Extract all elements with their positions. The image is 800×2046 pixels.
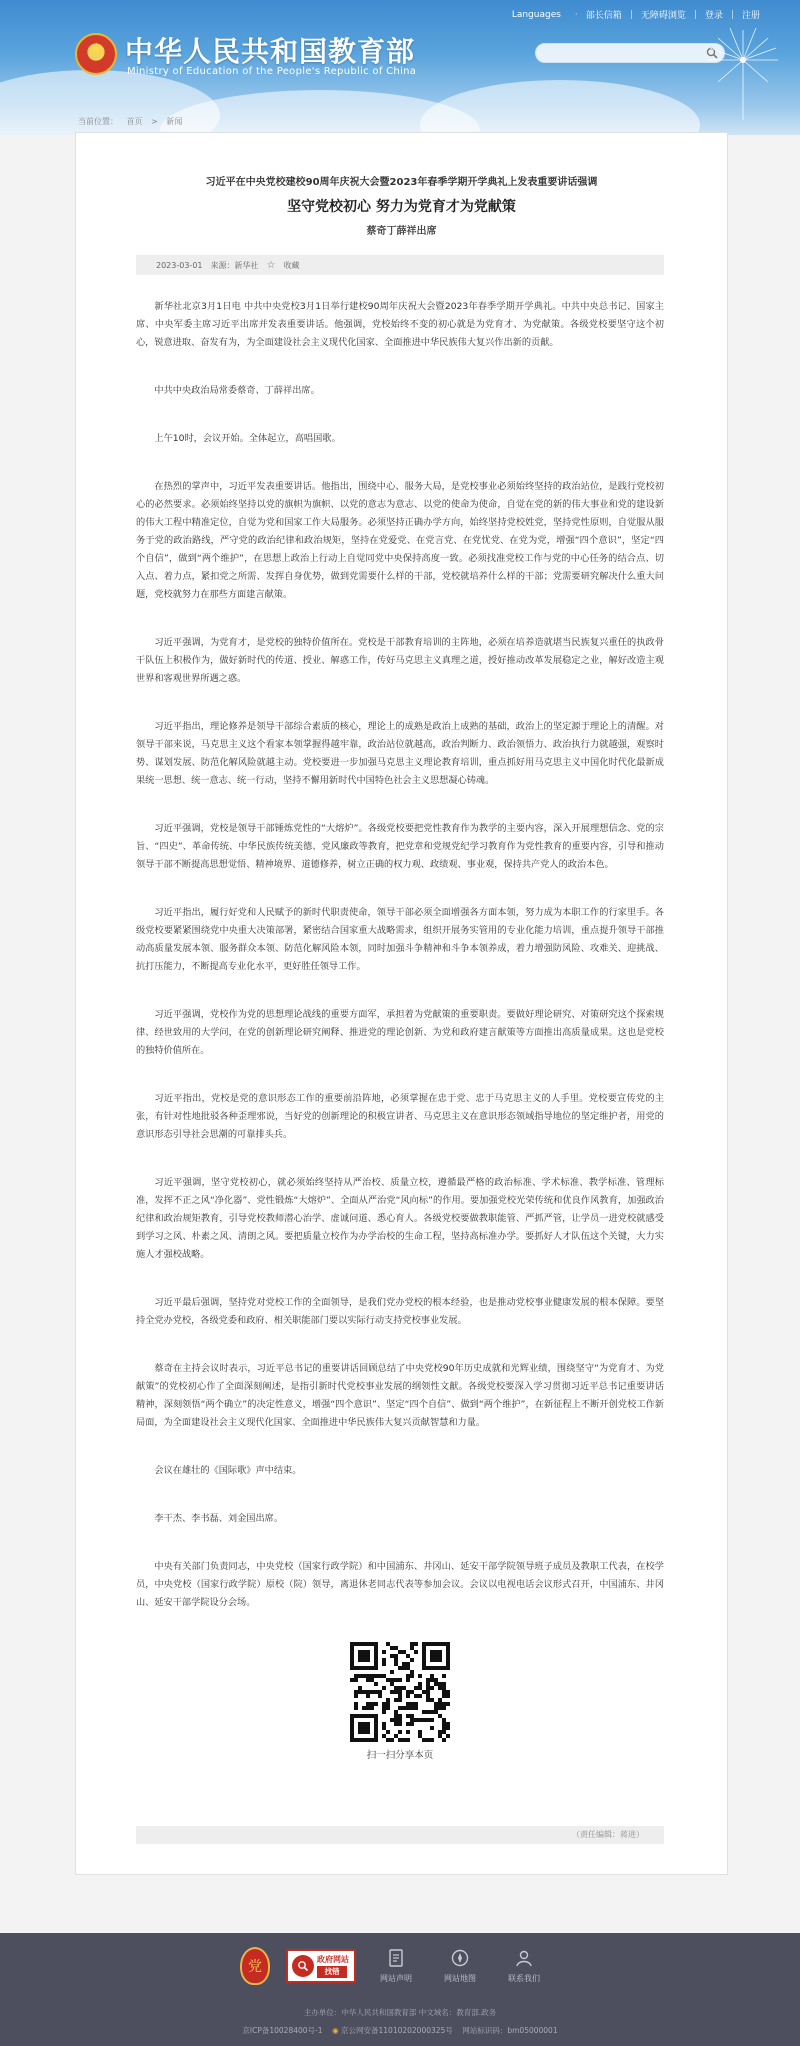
contact-icon bbox=[513, 1947, 535, 1969]
topnav-link-login[interactable]: 登录 bbox=[704, 11, 723, 21]
footer-registration bbox=[0, 2025, 800, 2036]
topnav-link-register[interactable]: 注册 bbox=[741, 11, 760, 21]
national-emblem-icon: ★ bbox=[75, 33, 117, 75]
badge-bottom-text: 找错 bbox=[317, 1966, 347, 1978]
site-title[interactable]: 中华人民共和国教育部 bbox=[125, 35, 416, 68]
document-icon bbox=[385, 1947, 407, 1969]
article-paragraph: 在热烈的掌声中，习近平发表重要讲话。他指出，围绕中心、服务大局，是党校事业必须始终坚持的政治站位，是践行党校初心的必然要求。必须始终坚持以党的旗帜为旗帜、以党的意志为意志、以党的使命为使命，自觉在党的新的伟大事业和党的建设新的伟大工程中精准定位，自觉为党和国家工作大局服务。必须坚持正确办学方向，始终坚持党校姓党，坚持党性原则，自觉服从服务于党的政治路线，严守党的政治纪律和政治规矩，坚持在党爱党、在党言党、在党忧党、在党为党，增强“四个意识”，坚定“四个自信”，做到“两个维护”，在思想上政治上行动上自觉同党中央保持高度一致。必须找准党校工作与党的中心任务的结合点、切入点、着力点，紧扣党之所需、发挥自身优势，做到党需要什么样的干部，党校就培养什么样的干部；党需要研究解决什么重大问题，党校就努力在那些方面建言献策。 bbox=[136, 481, 664, 600]
badge-top-text: 政府网站 bbox=[317, 1955, 349, 1964]
article-paragraph: 会议在雄壮的《国际歌》声中结束。 bbox=[154, 1465, 302, 1476]
police-record-link[interactable]: 京公网安备11010202000325号 bbox=[341, 2026, 453, 2035]
article-body bbox=[136, 298, 664, 1761]
article-pre-title: 习近平在中央党校建校90周年庆祝大会暨2023年春季学期开学典礼上发表重要讲话强调 bbox=[205, 177, 598, 188]
article-paragraph: 新华社北京3月1日电 中共中央党校3月1日举行建校90周年庆祝大会暨2023年春季学期开学典礼。中共中央总书记、国家主席、中央军委主席习近平出席并发表重要讲话。他强调，党校始终不变的初心就是为党育才、为党献策。各级党校要坚守这个初心，锐意进取、奋发有为，为全面建设社会主义现代化国家、全面推进中华民族伟大复兴作出新的贡献。 bbox=[136, 301, 664, 348]
icp-link[interactable]: 京ICP备10028400号-1 bbox=[242, 2026, 323, 2035]
article-paragraph: 中央有关部门负责同志，中央党校（国家行政学院）和中国浦东、井冈山、延安干部学院领导班子成员及教职工代表，在校学员，中央党校（国家行政学院）原校（院）领导，离退休老同志代表等参加会议。会议以电视电话会议形式召开，中国浦东、井冈山、延安干部学院设分会场。 bbox=[136, 1561, 664, 1608]
site-header bbox=[0, 0, 800, 135]
breadcrumb-label: 当前位置： bbox=[78, 117, 118, 126]
article-paragraph: 习近平指出，履行好党和人民赋予的新时代职责使命，领导干部必须全面增强各方面本领，努力成为本职工作的行家里手。各级党校要紧紧围绕党中央重大决策部署，紧密结合国家重大战略需求，组织开展务实管用的专业化能力培训，重点提升领导干部推动高质量发展本领、服务群众本领、防范化解风险本领，同时加强斗争精神和斗争本领养成，着力增强防风险、攻难关、迎挑战、抗打压能力，不断提高专业化水平，更好胜任领导工作。 bbox=[136, 907, 664, 972]
qr-caption: 扫一扫分享本页 bbox=[366, 1750, 434, 1761]
footer-link-statement[interactable]: 网站声明 bbox=[372, 1947, 420, 1984]
sitemap-icon bbox=[449, 1947, 471, 1969]
article-paragraph: 习近平强调，党校是领导干部锤炼党性的“大熔炉”。各级党校要把党性教育作为教学的主要内容，深入开展理想信念、党的宗旨、“四史”、革命传统、中华民族传统美德、党风廉政等教育，把党章和党规党纪学习教育作为党性教育的重要内容，引导和推动领导干部不断提高思想觉悟、精神境界、道德修养，树立正确的权力观、政绩观、事业观，保持共产党人的政治本色。 bbox=[136, 823, 664, 870]
article-paragraph: 蔡奇在主持会议时表示，习近平总书记的重要讲话回顾总结了中央党校90年历史成就和光辉业绩，围绕坚守“为党育才、为党献策”的党校初心作了全面深刻阐述，是指引新时代党校事业发展的纲领性文献。各级党校要深入学习贯彻习近平总书记重要讲话精神，深刻领悟“两个确立”的决定性意义，增强“四个意识”、坚定“四个自信”、做到“两个维护”，在新征程上不断开创党校工作新局面，为全面建设社会主义现代化国家、全面推进中华民族伟大复兴贡献智慧和力量。 bbox=[136, 1363, 664, 1428]
share-qr-section bbox=[136, 1642, 664, 1761]
police-badge-icon: ◉ bbox=[332, 2026, 339, 2035]
footer-link-sitemap[interactable]: 网站地图 bbox=[436, 1947, 484, 1984]
article-header bbox=[76, 173, 727, 237]
gov-site-error-report-badge[interactable] bbox=[286, 1949, 356, 1983]
article-paragraph: 李干杰、李书磊、刘金国出席。 bbox=[154, 1513, 284, 1524]
site-code: 网站标识码：bm05000001 bbox=[462, 2026, 558, 2035]
breadcrumb-home[interactable]: 首页 bbox=[126, 117, 143, 126]
article-paragraph: 中共中央政治局常委蔡奇、丁薛祥出席。 bbox=[154, 385, 320, 396]
article-paragraph: 习近平强调，为党育才，是党校的独特价值所在。党校是干部教育培训的主阵地，必须在培养造就堪当民族复兴重任的执政骨干队伍上积极作为，做好新时代的传道、授业、解惑工作，传好马克思主义真理之道，授好推动改革发展稳定之业，解好改造主观世界和客观世界所遇之惑。 bbox=[136, 637, 664, 684]
article-meta-bar bbox=[136, 255, 664, 275]
article-title: 坚守党校初心 努力为党育才为党献策 bbox=[287, 199, 516, 215]
article-paragraph: 上午10时，会议开始。全体起立，高唱国歌。 bbox=[154, 433, 341, 444]
breadcrumb: 当前位置： 首页 > 新闻 bbox=[78, 117, 183, 126]
article-paragraph: 习近平指出，理论修养是领导干部综合素质的核心，理论上的成熟是政治上成熟的基础，政治上的坚定源于理论上的清醒。对领导干部来说，马克思主义这个看家本领掌握得越牢靠，政治站位就越高，政治判断力、政治领悟力、政治执行力就越强，观察时势、谋划发展、防范化解风险就越主动。党校要进一步加强马克思主义理论教育培训，重点抓好用马克思主义中国化时代化最新成果统一思想、统一意志、统一行动，坚持不懈用新时代中国特色社会主义思想凝心铸魂。 bbox=[136, 721, 664, 786]
editor-credit: （责任编辑：蒋进） bbox=[572, 1830, 644, 1839]
languages-link[interactable]: Languages bbox=[511, 9, 561, 20]
site-subtitle: Ministry of Education of the People's Republic of China bbox=[127, 66, 417, 77]
article-paragraph: 习近平最后强调，坚持党对党校工作的全面领导，是我们党办党校的根本经验，也是推动党校事业健康发展的根本保障。要坚持全党办党校，各级党委和政府、相关职能部门要以实际行动支持党校事业发展。 bbox=[136, 1297, 664, 1326]
article-source: 来源：新华社 bbox=[210, 260, 259, 270]
search-input[interactable] bbox=[535, 43, 725, 63]
editor-bar bbox=[136, 1826, 664, 1844]
breadcrumb-news[interactable]: 新闻 bbox=[166, 117, 183, 126]
article-date: 2023-03-01 bbox=[156, 260, 203, 270]
article-paragraph: 习近平指出，党校是党的意识形态工作的重要前沿阵地，必须掌握在忠于党、忠于马克思主义的人手里。党校要宣传党的主张，有针对性地批驳各种歪理邪说，当好党的创新理论的积极宣讲者、马克思主义在意识形态领域指导地位的坚定维护者，用党的意识形态引导社会思潮的可靠排头兵。 bbox=[136, 1093, 664, 1140]
topnav-link-accessibility[interactable]: 无障碍浏览 bbox=[640, 11, 686, 21]
article-paragraph: 习近平强调，坚守党校初心，就必须始终坚持从严治校、质量立校，遵循最严格的政治标准、学术标准、教学标准、管理标准，发挥不正之风“净化器”、党性锻炼“大熔炉”、全面从严治党“风向标”的作用。要加强党校光荣传统和优良作风教育，加强政治纪律和政治规矩教育，引导党校教师潜心治学、虚诚问道、悉心育人。各级党校要做教职能管、严抓严管，让学员一进党校就感受到学习之风、朴素之风、清朗之风。要把质量立校作为办学治校的生命工程，坚持高标准办学。要抓好人才队伍这个关键，大力实施人才强校战略。 bbox=[136, 1177, 664, 1260]
article-subtitle: 蔡奇丁薛祥出席 bbox=[366, 226, 437, 237]
magnifier-icon bbox=[292, 1955, 314, 1977]
site-footer bbox=[0, 1933, 800, 2046]
article-paragraph: 习近平强调，党校作为党的思想理论战线的重要方面军，承担着为党献策的重要职责。要做好理论研究、对策研究这个探索规律、经世致用的大学问，在党的创新理论研究阐释、推进党的理论创新、为党和政府建言献策等方面推出高质量成果。这也是党校的独特价值所在。 bbox=[136, 1009, 664, 1056]
footer-links bbox=[240, 1947, 548, 1985]
topnav-link-mailbox[interactable]: 部长信箱 bbox=[585, 11, 622, 21]
cloud-decoration bbox=[420, 80, 700, 135]
favorite-link[interactable]: 收藏 bbox=[283, 260, 300, 270]
qr-code-icon bbox=[350, 1642, 450, 1742]
star-icon[interactable]: ☆ bbox=[266, 259, 276, 271]
article-container bbox=[75, 132, 728, 1875]
dandelion-decoration-icon bbox=[698, 20, 788, 120]
footer-sponsor: 主办单位：中华人民共和国教育部 中文域名：教育部.政务 bbox=[303, 2008, 497, 2017]
top-nav: Languages · 部长信箱 | 无障碍浏览 | 登录 | 注册 bbox=[511, 9, 760, 21]
party-gov-badge-icon[interactable]: 党 bbox=[240, 1947, 270, 1985]
footer-link-contact[interactable]: 联系我们 bbox=[500, 1947, 548, 1984]
